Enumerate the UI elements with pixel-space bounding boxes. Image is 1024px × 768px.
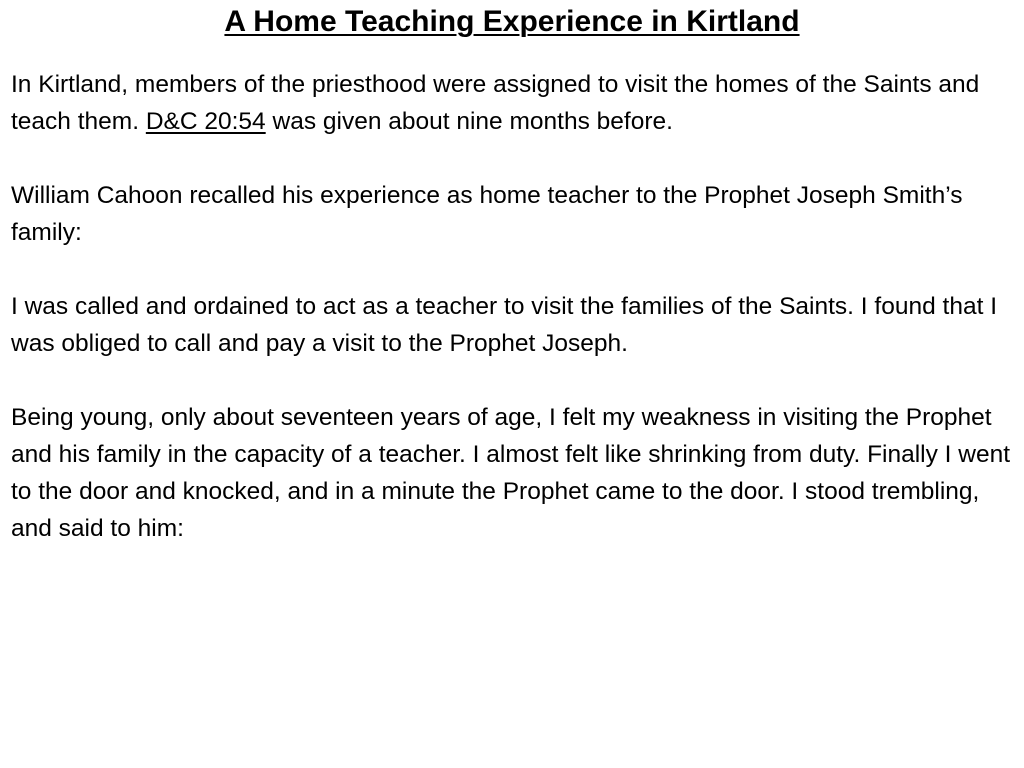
slide-title	[0, 4, 1024, 40]
slide-body	[11, 66, 1017, 584]
slide-title-text: A Home Teaching Experience in Kirtland	[224, 5, 800, 38]
paragraph-quote-called: I was called and ordained to act as a teacher to visit the families of the Saints. I found that I was obliged to call and pay a visit to the Prophet Joseph.	[11, 293, 998, 357]
paragraph-intro	[11, 66, 1017, 140]
paragraph-quote-young: Being young, only about seventeen years of age, I felt my weakness in visiting the Prophet and his family in the capacity of a teacher. I almost felt like shrinking from duty. Finally I went to the door and knocked, and in a minute the Prophet came to the door. I stood trembling, and said to him:	[11, 404, 1011, 542]
paragraph-intro-before: In Kirtland, members of the priesthood were assigned to visit the homes of the Saints and teach them.	[11, 71, 980, 135]
paragraph-cahoon-recall: William Cahoon recalled his experience as home teacher to the Prophet Joseph Smith’s family:	[11, 182, 963, 246]
paragraph-intro-after: was given about nine months before.	[265, 108, 673, 135]
scripture-reference-link[interactable]: D&C 20:54	[145, 108, 266, 135]
